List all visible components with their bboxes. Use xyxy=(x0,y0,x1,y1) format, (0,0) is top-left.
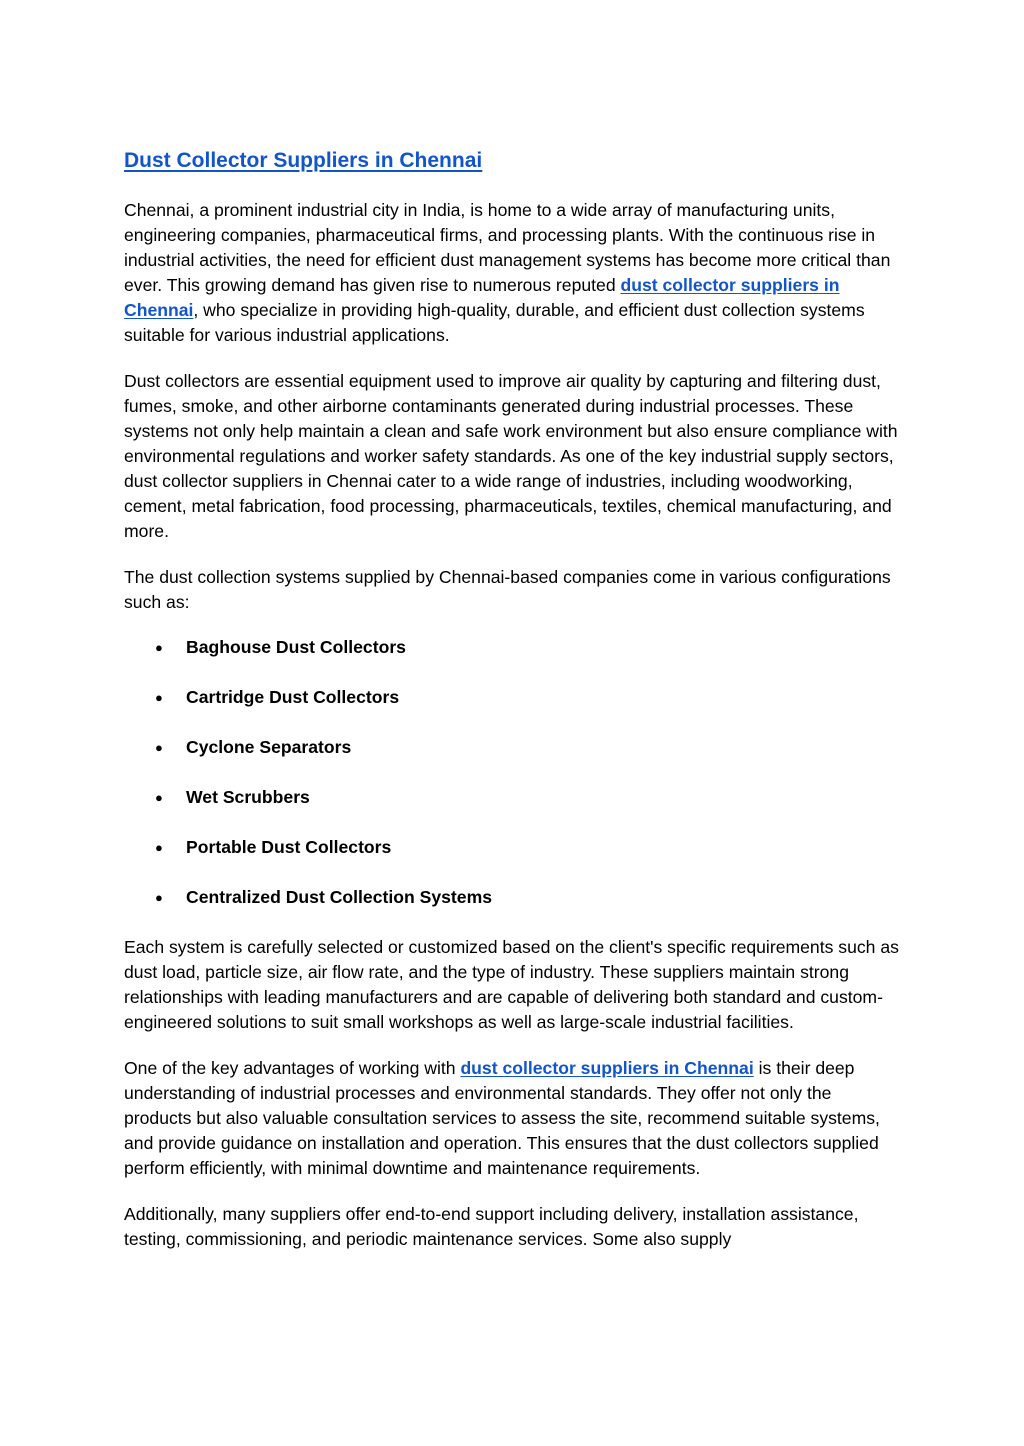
list-item xyxy=(124,685,900,710)
list-item-label: Portable Dust Collectors xyxy=(186,837,392,857)
bullet-icon: ● xyxy=(155,690,163,705)
intro-paragraph xyxy=(124,198,900,348)
dust-collectors-paragraph: Dust collectors are essential equipment used to improve air quality by capturing and filtering dust, fumes, smoke, and other airborne contaminants generated during industrial processes. These systems not only help maintain a clean and safe work environment but also ensure compliance with environmental regulations and worker safety standards. As one of the key industrial supply sectors, dust collector suppliers in Chennai cater to a wide range of industries, including woodworking, cement, metal fabrication, food processing, pharmaceuticals, textiles, chemical manufacturing, and more. xyxy=(124,371,898,541)
title-link[interactable]: Dust Collector Suppliers in Chennai xyxy=(124,149,483,172)
list-item-label: Wet Scrubbers xyxy=(186,787,310,807)
list-item xyxy=(124,885,900,910)
intro-text-after: , who specialize in providing high-quality, durable, and efficient dust collection systems suitable for various industrial applications. xyxy=(124,300,865,345)
document-page xyxy=(124,146,900,1252)
list-item xyxy=(124,735,900,760)
customization-paragraph: Each system is carefully selected or customized based on the client's specific requirements such as dust load, particle size, air flow rate, and the type of industry. These suppliers maintain strong relationships with leading manufacturers and are capable of delivering both standard and custom-engineered solutions to suit small workshops as well as large-scale industrial facilities. xyxy=(124,937,899,1032)
document-title[interactable] xyxy=(124,146,900,176)
intro-text-before: Chennai, a prominent industrial city in India, is home to a wide array of manufacturing units, engineering companies, pharmaceutical firms, and processing plants. With the continuous rise in industrial activities, the need for efficient dust management systems has become more critical than ever. This growing demand has given rise to numerous reputed xyxy=(124,200,891,295)
bullet-icon: ● xyxy=(155,840,163,855)
bullet-icon: ● xyxy=(155,740,163,755)
list-item-label: Cyclone Separators xyxy=(186,737,352,757)
list-item xyxy=(124,635,900,660)
list-item-label: Baghouse Dust Collectors xyxy=(186,637,406,657)
list-item-label: Cartridge Dust Collectors xyxy=(186,687,400,707)
configurations-paragraph: The dust collection systems supplied by Chennai-based companies come in various configurations such as: xyxy=(124,567,891,612)
list-item-label: Centralized Dust Collection Systems xyxy=(186,887,493,907)
advantages-paragraph xyxy=(124,1056,900,1181)
suppliers-link-2[interactable]: dust collector suppliers in Chennai xyxy=(460,1058,754,1078)
bullet-icon: ● xyxy=(155,890,163,905)
list-item xyxy=(124,785,900,810)
bullet-icon: ● xyxy=(155,640,163,655)
support-paragraph: Additionally, many suppliers offer end-to-end support including delivery, installation assistance, testing, commissioning, and periodic maintenance services. Some also supply xyxy=(124,1204,859,1249)
advantages-text-before: One of the key advantages of working with xyxy=(124,1058,461,1078)
suppliers-link-1[interactable]: dust collector suppliers in Chennai xyxy=(124,275,840,320)
list-item xyxy=(124,835,900,860)
advantages-text-after: is their deep understanding of industrial processes and environmental standards. They offer not only the products but also valuable consultation services to assess the site, recommend suitable systems, and provide guidance on installation and operation. This ensures that the dust collectors supplied perform efficiently, with minimal downtime and maintenance requirements. xyxy=(124,1058,880,1178)
system-types-list xyxy=(124,635,900,910)
bullet-icon: ● xyxy=(155,790,163,805)
